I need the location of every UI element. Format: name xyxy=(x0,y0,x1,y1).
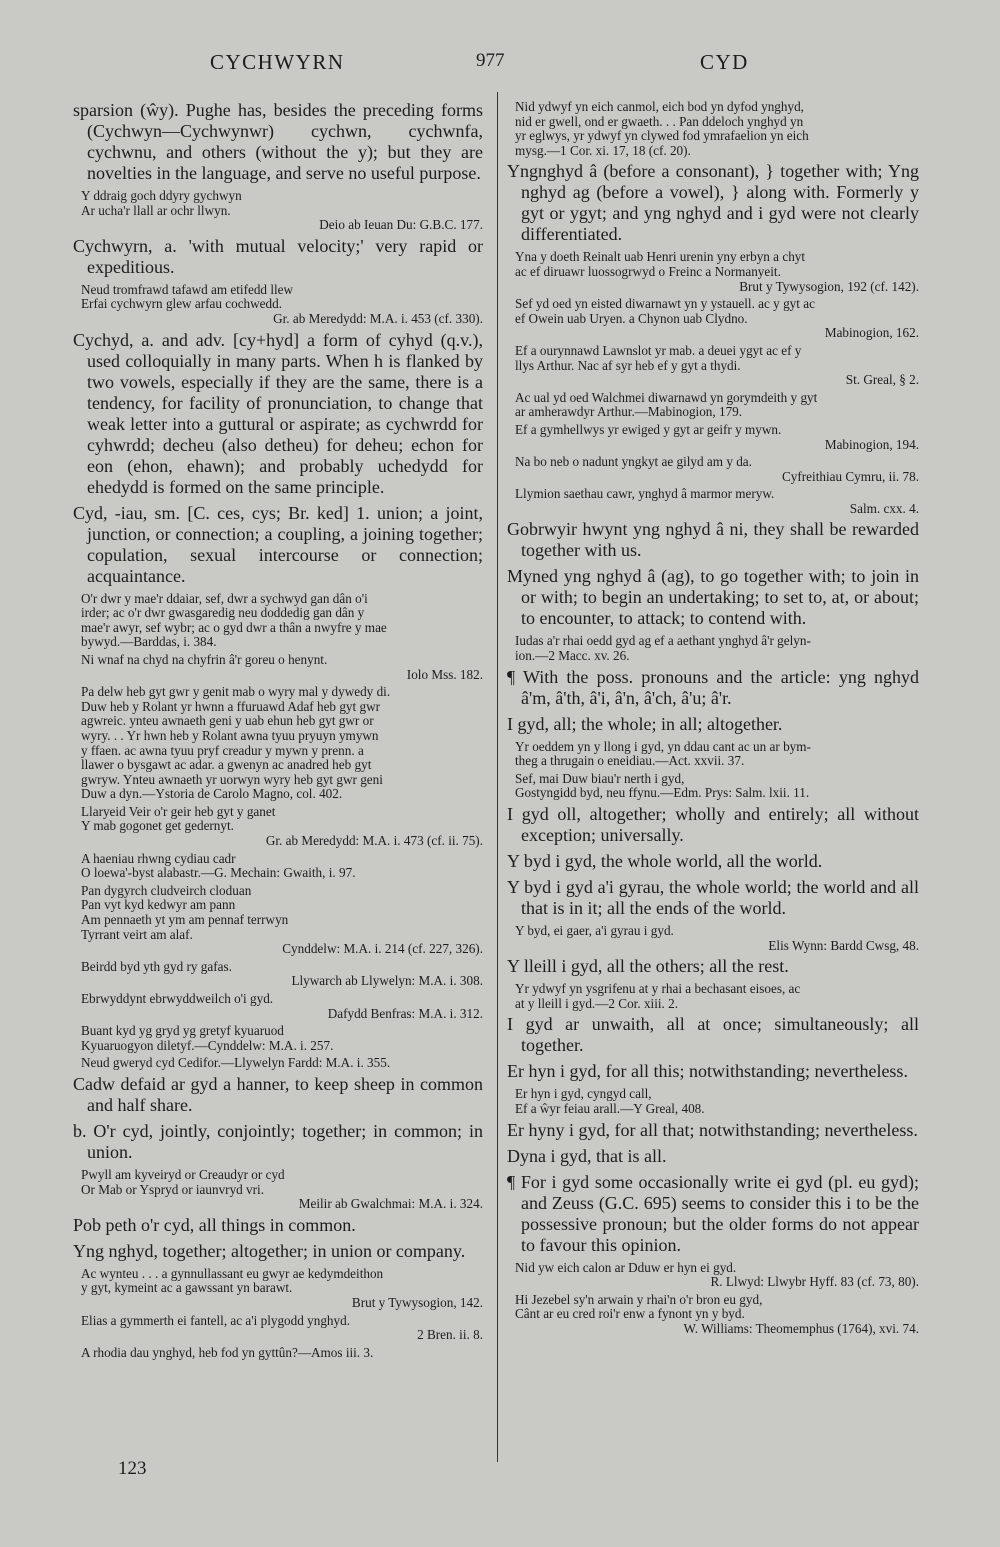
citation-line: wyry. . . Yr hwn heb y Rolant awna tyuu pryuyn ymywn xyxy=(81,728,379,743)
entry-paragraph: Cyd, -iau, sm. [C. ces, cys; Br. ked] 1. union; a joint, junction, or connection; a coupling, a joining together; copulation, sexual intercourse or connection; acquaintance. xyxy=(73,502,483,586)
citation-line: O loewa'-byst alabastr.—G. Mechain: Gwaith, i. 97. xyxy=(81,866,356,881)
citation-line: Ef a ourynnawd Lawnslot yr mab. a deuei ygyt ac ef y xyxy=(515,343,802,358)
citation-source: Elis Wynn: Bardd Cwsg, 48. xyxy=(768,937,919,953)
entry-paragraph: Er hyn i gyd, for all this; notwithstanding; nevertheless. xyxy=(507,1061,908,1082)
entry-paragraph: ¶ With the poss. pronouns and the article: yng nghyd â'm, â'th, â'i, â'n, â'ch, â'u; â'r. xyxy=(507,666,919,708)
citation-source: Iolo Mss. 182. xyxy=(406,666,483,682)
entry-paragraph: Cadw defaid ar gyd a hanner, to keep sheep in common and half share. xyxy=(73,1073,483,1115)
entry-paragraph: Yng nghyd, together; altogether; in union or company. xyxy=(73,1240,466,1261)
citation-line: Iudas a'r rhai oedd gyd ag ef a aethant ynghyd â'r gelyn- xyxy=(515,634,811,649)
citation-source: Mabinogion, 162. xyxy=(824,325,919,341)
citation-block xyxy=(507,1261,919,1290)
citation-source: W. Williams: Theomemphus (1764), xvi. 74. xyxy=(683,1320,919,1336)
citation-source: Llywarch ab Llywelyn: M.A. i. 308. xyxy=(291,973,483,989)
citation-block xyxy=(507,1087,919,1116)
citation-line: Y byd, ei gaer, a'i gyrau i gyd. xyxy=(515,924,674,939)
citation-line: mysg.—1 Cor. xi. 17, 18 (cf. 20). xyxy=(515,143,691,158)
citation-source: Mabinogion, 194. xyxy=(824,436,919,452)
citation-line: Or Mab or Yspryd or iaunvryd vri. xyxy=(81,1182,265,1197)
citation-line: nid er gwell, ond er gwaeth. . . Pan ddeloch ynghyd yn xyxy=(515,114,804,129)
citation-source: Brut y Tywysogion, 192 (cf. 142). xyxy=(739,278,919,294)
entry-paragraph: Myned yng nghyd â (ag), to go together with; to join in or with; to begin an undertaking; to set to, at, or about; to encounter, to attack; to contend with. xyxy=(507,566,919,629)
entry-paragraph: Y byd i gyd a'i gyrau, the whole world; the world and all that is in it; all the ends of the world. xyxy=(507,877,919,919)
entry-paragraph: Y lleill i gyd, all the others; all the rest. xyxy=(507,956,789,977)
citation-line: Y ddraig goch ddyry gychwyn xyxy=(81,189,242,203)
entry-paragraph: I gyd, all; the whole; in all; altogether. xyxy=(507,713,783,734)
citation-source: Meilir ab Gwalchmai: M.A. i. 324. xyxy=(298,1196,483,1212)
citation-line: theg a thrugain o eneidiau.—Act. xxvii. 37. xyxy=(515,754,745,769)
right-column xyxy=(507,100,919,1340)
entry-paragraph: ¶ For i gyd some occasionally write ei gyd (pl. eu gyd); and Zeuss (G.C. 695) seems to consider this i to be the possessive pronoun; but the older forms do not appear to favour this opinion. xyxy=(507,1171,919,1255)
citation-block xyxy=(507,487,919,516)
citation-line: O'r dwr y mae'r ddaiar, sef, dwr a sychwyd gan dân o'i xyxy=(81,591,368,606)
citation-block xyxy=(507,100,919,158)
citation-block xyxy=(507,297,919,341)
citation-block xyxy=(73,1168,483,1212)
citation-line: Ef a ŵyr feiau arall.—Y Greal, 408. xyxy=(515,1102,705,1116)
left-column xyxy=(73,100,483,1363)
citation-line: llawer o bysgawt ac adar. a gwenyn ac anadred heb gyt xyxy=(81,758,372,773)
citation-line: Gostyngidd byd, neu ffynu.—Edm. Prys: Salm. lxii. 11. xyxy=(515,786,810,801)
citation-line: Ebrwyddynt ebrwyddweilch o'i gyd. xyxy=(81,992,274,1006)
citation-line: Ef a gymhellwys yr ewiged y gyt ar geifr y mywn. xyxy=(515,422,782,437)
citation-line: Buant kyd yg gryd yg gretyf kyuaruod xyxy=(81,1024,284,1039)
citation-line: Yna y doeth Reinalt uab Henri urenin yny erbyn a chyt xyxy=(515,250,806,265)
citation-block xyxy=(507,772,919,801)
citation-line: ion.—2 Macc. xv. 26. xyxy=(515,649,630,664)
citation-block xyxy=(73,653,483,682)
citation-block xyxy=(73,852,483,881)
citation-source: Dafydd Benfras: M.A. i. 312. xyxy=(327,1005,483,1021)
citation-line: Erfai cychwyrn glew arfau cochwedd. xyxy=(81,297,283,312)
citation-block xyxy=(73,189,483,233)
citation-source: Cynddelw: M.A. i. 214 (cf. 227, 326). xyxy=(282,941,483,957)
citation-source: St. Greal, § 2. xyxy=(845,372,919,388)
running-head-right: CYD xyxy=(700,50,749,74)
entry-paragraph: b. O'r cyd, jointly, conjointly; together; in common; in union. xyxy=(73,1120,483,1162)
citation-line: Tyrrant veirt am alaf. xyxy=(81,927,193,942)
citation-line: Er hyn i gyd, cyngyd call, xyxy=(515,1087,652,1102)
running-head-left: CYCHWYRN xyxy=(210,50,345,74)
citation-line: bywyd.—Barddas, i. 384. xyxy=(81,635,217,650)
citation-line: y gyt, kymeint ac a gawssant yn barawt. xyxy=(81,1281,293,1296)
citation-line: Duw heb y Rolant yr hwnn a ffuruawd Adaf heb gyt gwr xyxy=(81,699,380,714)
entry-paragraph: I gyd ar unwaith, all at once; simultaneously; all together. xyxy=(507,1014,919,1056)
citation-line: Llaryeid Veir o'r geir heb gyt y ganet xyxy=(81,804,276,819)
citation-block xyxy=(507,391,919,420)
entry-paragraph: Yngnghyd â (before a consonant), } together with; Yng nghyd ag (before a vowel), } along with. Formerly y gyt or ygyt; and yng nghyd and i gyd were not clearly differentiated. xyxy=(507,161,919,245)
citation-source: Salm. cxx. 4. xyxy=(849,500,919,516)
citation-line: Nid yw eich calon ar Dduw er hyn ei gyd. xyxy=(515,1260,737,1275)
citation-line: A rhodia dau ynghyd, heb fod yn gyttûn?—Amos iii. 3. xyxy=(81,1345,374,1360)
citation-line: Ac wynteu . . . a gynnullassant eu gwyr ae kedymdeithon xyxy=(81,1266,384,1281)
citation-line: Ar ucha'r llall ar ochr llwyn. xyxy=(81,203,231,218)
citation-block xyxy=(73,685,483,802)
citation-block xyxy=(507,344,919,388)
entry-paragraph: Pob peth o'r cyd, all things in common. xyxy=(73,1214,356,1235)
citation-line: Kyuaruogyon diletyf.—Cynddelw: M.A. i. 257. xyxy=(81,1038,334,1053)
citation-source: Brut y Tywysogion, 142. xyxy=(351,1294,483,1310)
entry-paragraph: Dyna i gyd, that is all. xyxy=(507,1145,667,1166)
citation-line: Nid ydwyf yn eich canmol, eich bod yn dyfod ynghyd, xyxy=(515,100,804,114)
citation-line: Yr oeddem yn y llong i gyd, yn ddau cant ac un ar bym- xyxy=(515,739,811,754)
citation-line: ac ef diruawr luossogrwyd o Freinc a Normanyeit. xyxy=(515,264,781,279)
citation-block xyxy=(73,992,483,1021)
entry-paragraph: I gyd oll, altogether; wholly and entirely; all without exception; universally. xyxy=(507,804,919,846)
citation-line: llys Arthur. Nac af syr heb ef y gyt a thydi. xyxy=(515,358,741,373)
citation-block xyxy=(73,283,483,327)
citation-line: Sef, mai Duw biau'r nerth i gyd, xyxy=(515,771,685,786)
citation-line: Neud gweryd cyd Cedifor.—Llywelyn Fardd: M.A. i. 355. xyxy=(81,1056,391,1071)
citation-line: Pan dygyrch cludveirch cloduan xyxy=(81,883,252,898)
citation-line: Elias a gymmerth ei fantell, ac a'i plygodd ynghyd. xyxy=(81,1313,350,1328)
citation-block xyxy=(73,1314,483,1343)
entry-paragraph: Cychwyrn, a. 'with mutual velocity;' very rapid or expeditious. xyxy=(73,235,483,277)
citation-block xyxy=(507,423,919,452)
citation-line: at y lleill i gyd.—2 Cor. xiii. 2. xyxy=(515,996,679,1011)
citation-line: ef Owein uab Uryen. a Chynon uab Clydno. xyxy=(515,311,748,326)
citation-line: Cânt ar eu cred roi'r enw a fynont yn y byd. xyxy=(515,1307,745,1322)
citation-source: R. Llwyd: Llwybr Hyff. 83 (cf. 73, 80). xyxy=(710,1274,919,1290)
citation-source: Gr. ab Meredydd: M.A. i. 453 (cf. 330). xyxy=(273,310,483,326)
citation-line: Am pennaeth yt ym am pennaf terrwyn xyxy=(81,913,289,928)
signature-number: 123 xyxy=(118,1458,147,1479)
citation-line: Ni wnaf na chyd na chyfrin â'r goreu o henynt. xyxy=(81,652,328,667)
citation-block xyxy=(73,1024,483,1053)
citation-line: agwreic. ynteu awnaeth geni y uab ehun heb gyt gwr or xyxy=(81,714,374,729)
citation-source: Gr. ab Meredydd: M.A. i. 473 (cf. ii. 75). xyxy=(265,833,483,849)
citation-line: Pwyll am kyveiryd or Creaudyr or cyd xyxy=(81,1167,285,1182)
citation-block xyxy=(507,924,919,953)
citation-block xyxy=(507,634,919,663)
citation-block xyxy=(73,1056,483,1071)
citation-line: Na bo neb o nadunt yngkyt ae gilyd am y da. xyxy=(515,455,752,470)
citation-block xyxy=(507,455,919,484)
citation-line: A haeniau rhwng cydiau cadr xyxy=(81,851,236,866)
citation-line: Ac ual yd oed Walchmei diwarnawd yn gorymdeith y gyt xyxy=(515,390,818,405)
citation-block xyxy=(73,960,483,989)
citation-block xyxy=(507,740,919,769)
citation-block xyxy=(73,592,483,650)
citation-line: Yr ydwyf yn ysgrifenu at y rhai a bechasant eisoes, ac xyxy=(515,982,801,997)
citation-source: Deio ab Ieuan Du: G.B.C. 177. xyxy=(319,217,483,233)
citation-block xyxy=(73,1267,483,1311)
citation-source: 2 Bren. ii. 8. xyxy=(417,1327,483,1343)
entry-paragraph: Gobrwyir hwynt yng nghyd â ni, they shall be rewarded together with us. xyxy=(507,519,919,561)
citation-line: Neud tromfrawd tafawd am etifedd llew xyxy=(81,282,294,297)
entry-paragraph: Er hyny i gyd, for all that; notwithstanding; nevertheless. xyxy=(507,1119,918,1140)
citation-block xyxy=(507,250,919,294)
citation-line: Sef yd oed yn eisted diwarnawt yn y ystauell. ac y gyt ac xyxy=(515,297,815,312)
citation-line: irder; ac o'r dwr gwasgaredig neu doddedig gan dân y xyxy=(81,606,365,621)
entry-paragraph: Y byd i gyd, the whole world, all the world. xyxy=(507,851,823,872)
entry-paragraph: Cychyd, a. and adv. [cy+hyd] a form of cyhyd (q.v.), used colloquially in many parts. When h is flanked by two vowels, especially if they are the same, there is a tendency, for facility of pronunciation, to change that weak letter into a guttural or aspirate; as cychwrdd for cyhwrdd; decheu (also detheu) for deheu; echon for eon (ehon, ehawn); and probably uchedydd for ehedydd is formed on the same principle. xyxy=(73,329,483,497)
citation-block xyxy=(507,982,919,1011)
citation-block xyxy=(73,1346,483,1361)
citation-line: yr eglwys, yr ydwyf yn clywed fod ymrafaelion yn eich xyxy=(515,129,809,144)
citation-line: Pan vyt kyd kedwyr am pann xyxy=(81,898,236,913)
citation-line: mae'r awyr, sef wybr; ac o gyd dwr a thân a nwyfre y mae xyxy=(81,620,387,635)
citation-line: y ffaen. ac awna tyuu pryf creadur y mywn y prenn. a xyxy=(81,743,364,758)
citation-block xyxy=(507,1293,919,1337)
citation-block xyxy=(73,805,483,849)
citation-line: gwryw. Ynteu awnaeth yr uorwyn wyry heb gyt gwr geni xyxy=(81,772,383,787)
column-divider xyxy=(497,92,498,1462)
page-number: 977 xyxy=(476,50,505,71)
entry-paragraph: sparsion (ŵy). Pughe has, besides the preceding forms (Cychwyn—Cychwynwr) cychwn, cychwnfa, cychwnu, and others (without the y); but they are novelties in the language, and serve no useful purpose. xyxy=(73,100,483,183)
citation-line: Pa delw heb gyt gwr y genit mab o wyry mal y dywedy di. xyxy=(81,685,391,700)
citation-block xyxy=(73,884,483,957)
citation-line: Y mab gogonet get gedernyt. xyxy=(81,819,234,834)
citation-source: Cyfreithiau Cymru, ii. 78. xyxy=(782,468,919,484)
citation-line: Hi Jezebel sy'n arwain y rhai'n o'r bron eu gyd, xyxy=(515,1292,763,1307)
citation-line: Beirdd byd yth gyd ry gafas. xyxy=(81,959,232,974)
citation-line: ar amherawdyr Arthur.—Mabinogion, 179. xyxy=(515,405,743,420)
citation-line: Llymion saethau cawr, ynghyd â marmor meryw. xyxy=(515,487,775,502)
citation-line: Duw a dyn.—Ystoria de Carolo Magno, col. 402. xyxy=(81,787,343,802)
